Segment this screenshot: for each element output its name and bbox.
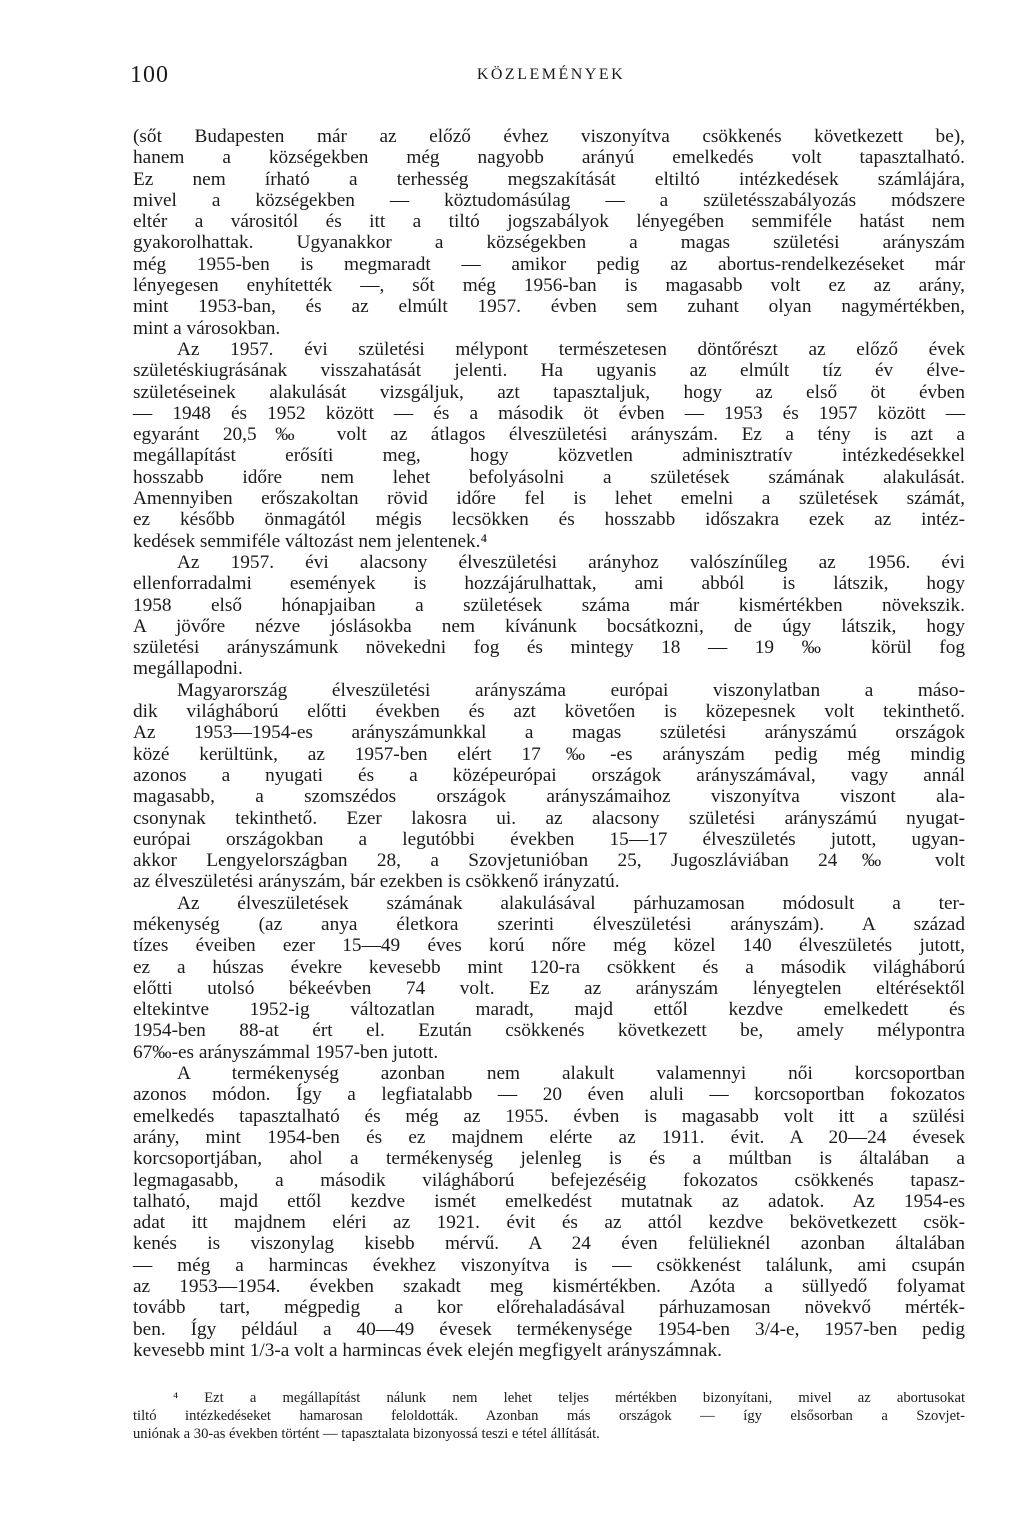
text-line: kenés is viszonylag kisebb mérvű. A 24 éven felülieknél azonban általában xyxy=(133,1233,965,1255)
text-line: Az 1953—1954-es arányszámunkkal a magas születési arányszámú országok xyxy=(133,722,965,744)
text-line: előtti utolsó békeévben 74 volt. Ez az arányszám lényegtelen eltérésektől xyxy=(133,977,965,999)
text-line: legmagasabb, a második világháború befejezéséig fokozatos csökkenés tapasz- xyxy=(133,1169,965,1191)
text-line: születéseinek alakulását vizsgáljuk, azt tapasztaljuk, hogy az első öt évben xyxy=(133,381,965,403)
text-line: csonynak tekinthető. Ezer lakosra ui. az alacsony születési arányszámú nyugat- xyxy=(133,807,965,829)
page-number: 100 xyxy=(130,62,169,88)
text-line: 1954-ben 88-at ért el. Ezután csökkenés következett be, amely mélypontra xyxy=(133,1020,965,1042)
text-line: magasabb, a szomszédos országok arányszámaihoz viszonyítva viszont ala- xyxy=(133,786,965,808)
text-line: — még a harmincas évekhez viszonyítva is — csökkenést találunk, ami csupán xyxy=(133,1254,965,1276)
text-line: még 1955-ben is megmaradt — amikor pedig az abortus-rendelkezéseket már xyxy=(133,253,965,275)
text-line: eltér a várositól és itt a tiltó jogszabályok lényegében semmiféle hatást nem xyxy=(133,211,965,233)
text-line: Amennyiben erőszakoltan rövid időre fel is lehet emelni a születések számát, xyxy=(133,488,965,510)
text-line: emelkedés tapasztalható és még az 1955. évben is magasabb volt itt a szülési xyxy=(133,1105,965,1127)
text-line: születési arányszámunk növekedni fog és mintegy 18 — 19 ‰ körül fog xyxy=(133,637,965,659)
text-line: az élveszületési arányszám, bár ezekben is csökkenő irányzatú. xyxy=(133,871,620,893)
footnote-line: tiltó intézkedéseket hamarosan feloldották. Azonban más országok — így elsősorban a Szovjet- xyxy=(133,1408,965,1424)
text-line: Magyarország élveszületési arányszáma európai viszonylatban a máso- xyxy=(177,679,965,701)
text-line: (sőt Budapesten már az előző évhez viszonyítva csökkenés következett be), xyxy=(133,126,965,147)
text-line: 67‰-es arányszámmal 1957-ben jutott. xyxy=(133,1041,439,1063)
page-header xyxy=(130,62,964,92)
text-line: arány, mint 1954-ben és ez majdnem elérte az 1911. évit. A 20—24 évesek xyxy=(133,1126,965,1148)
text-line: akkor Lengyelországban 28, a Szovjetunióban 25, Jugoszláviában 24‰ volt xyxy=(133,850,965,872)
text-line: talható, majd ettől kezdve ismét emelkedést mutatnak az adatok. Az 1954-es xyxy=(133,1190,965,1212)
text-line: mint 1953-ban, és az elmúlt 1957. évben sem zuhant olyan nagymértékben, xyxy=(133,296,965,318)
text-line: hosszabb időre nem lehet befolyásolni a születések számának alakulását. xyxy=(133,466,965,488)
text-line: eltekintve 1952-ig változatlan maradt, majd ettől kezdve emelkedett és xyxy=(133,999,965,1021)
text-line: megállapítást erősíti meg, hogy közvetlen adminisztratív intézkedésekkel xyxy=(133,445,965,467)
text-line: A jövőre nézve jóslásokba nem kívánunk bocsátkozni, de úgy látszik, hogy xyxy=(133,615,965,637)
text-line: ellenforradalmi események is hozzájárulhattak, ami abból is látszik, hogy xyxy=(133,573,965,595)
text-line: dik világháború előtti években és azt követően is közepesnek volt tekinthető. xyxy=(133,701,965,723)
body-text xyxy=(133,126,965,1361)
text-line: Az 1957. évi születési mélypont természetesen döntőrészt az előző évek xyxy=(177,338,965,360)
footnotes xyxy=(133,1389,965,1443)
text-line: mivel a községekben — köztudomásúlag — a születésszabályozás módszere xyxy=(133,189,965,211)
text-line: ez a húszas évekre kevesebb mint 120-ra csökkent és a második világháború xyxy=(133,956,965,978)
running-head: KÖZLEMÉNYEK xyxy=(476,66,626,83)
text-line: közé kerültünk, az 1957-ben elért 17‰-es arányszám pedig még mindig xyxy=(133,743,965,765)
text-line: Az 1957. évi alacsony élveszületési arányhoz valószínűleg az 1956. évi xyxy=(177,551,965,573)
text-line: tízes éveiben ezer 15—49 éves korú nőre még közel 140 élveszületés jutott, xyxy=(133,935,965,957)
text-line: Ez nem írható a terhesség megszakítását eltiltó intézkedések számlájára, xyxy=(133,168,965,190)
text-line: mékenység (az anya életkora szerinti élveszületési arányszám). A század xyxy=(133,913,965,935)
text-line: mint a városokban. xyxy=(133,317,281,339)
text-line: egyaránt 20,5‰ volt az átlagos élveszületési arányszám. Ez a tény is azt a xyxy=(133,424,965,446)
text-line: ben. Így például a 40—49 évesek termékenysége 1954-ben 3/4-e, 1957-ben pedig xyxy=(133,1318,965,1340)
text-line: — 1948 és 1952 között — és a második öt évben — 1953 és 1957 között — xyxy=(133,402,965,424)
text-line: az 1953—1954. években szakadt meg kismértékben. Azóta a süllyedő folyamat xyxy=(133,1276,965,1298)
text-line: adat itt majdnem eléri az 1921. évit és az attól kezdve bekövetkezett csök- xyxy=(133,1212,965,1234)
text-line: tovább tart, mégpedig a kor előrehaladásával párhuzamosan növekvő mérték- xyxy=(133,1297,965,1319)
text-line: kedések semmiféle változást nem jelentenek.⁴ xyxy=(133,530,488,552)
text-line: lényegesen enyhítették —, sőt még 1956-ban is magasabb volt ez az arány, xyxy=(133,275,965,297)
text-line: megállapodni. xyxy=(133,658,243,680)
text-line: Az élveszületések számának alakulásával párhuzamosan módosult a ter- xyxy=(177,892,965,914)
text-line: A termékenység azonban nem alakult valamennyi női korcsoportban xyxy=(177,1063,965,1085)
text-line: gyakorolhattak. Ugyanakkor a községekben a magas születési arányszám xyxy=(133,232,965,254)
text-line: születéskiugrásának visszahatását jelenti. Ha ugyanis az elmúlt tíz év élve- xyxy=(133,360,965,382)
text-line: korcsoportjában, ahol a termékenység jelenleg is és a múltban is általában a xyxy=(133,1148,965,1170)
text-line: európai országokban a legutóbbi években 15—17 élveszületés jutott, ugyan- xyxy=(133,828,965,850)
text-line: kevesebb mint 1/3-a volt a harmincas évek elején megfigyelt arányszámnak. xyxy=(133,1339,722,1361)
footnote-line: uniónak a 30-as években történt — tapasztalata bizonyossá teszi e tétel állítását. xyxy=(133,1426,600,1442)
text-line: 1958 első hónapjaiban a születések száma már kismértékben növekszik. xyxy=(133,594,965,616)
text-line: azonos a nyugati és a középeurópai országok arányszámával, vagy annál xyxy=(133,764,965,786)
text-line: hanem a községekben még nagyobb arányú emelkedés volt tapasztalható. xyxy=(133,147,965,169)
text-line: ez később önmagától mégis lecsökken és hosszabb időszakra ezek az intéz- xyxy=(133,509,965,531)
footnote-line: ⁴ Ezt a megállapítást nálunk nem lehet teljes mértékben bizonyítani, mivel az abortusokat xyxy=(173,1390,965,1406)
text-line: azonos módon. Így a legfiatalabb — 20 éven aluli — korcsoportban fokozatos xyxy=(133,1084,965,1106)
